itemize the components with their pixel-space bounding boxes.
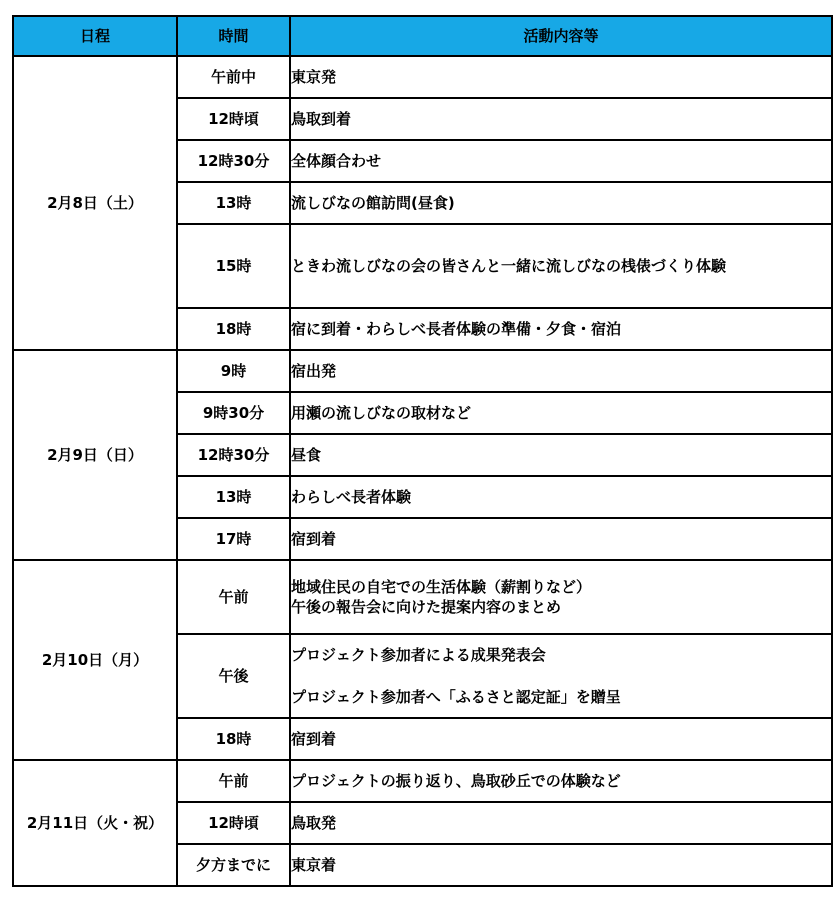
time-cell: 15時 <box>177 224 290 308</box>
table-row <box>13 350 832 392</box>
activity-cell <box>290 98 832 140</box>
activity-text: 全体顔合わせ <box>291 151 382 170</box>
date-cell: 2月9日（日） <box>13 350 177 560</box>
activity-cell <box>290 802 832 844</box>
time-cell: 午前 <box>177 760 290 802</box>
activity-cell <box>290 308 832 350</box>
activity-text: 宿に到着・わらしべ長者体験の準備・夕食・宿泊 <box>291 319 622 338</box>
activity-cell <box>290 718 832 760</box>
table-row <box>13 56 832 98</box>
activity-text: 宿到着 <box>291 729 337 748</box>
date-cell: 2月8日（土） <box>13 56 177 350</box>
activity-cell <box>290 350 832 392</box>
activity-cell <box>290 224 832 308</box>
time-cell: 13時 <box>177 476 290 518</box>
time-cell: 12時30分 <box>177 434 290 476</box>
activity-cell <box>290 434 832 476</box>
time-cell: 12時頃 <box>177 802 290 844</box>
time-cell: 9時30分 <box>177 392 290 434</box>
time-cell: 13時 <box>177 182 290 224</box>
time-cell: 9時 <box>177 350 290 392</box>
time-cell: 午後 <box>177 634 290 718</box>
header-time: 時間 <box>177 16 290 56</box>
activity-text: 昼食 <box>291 445 322 464</box>
activity-text: 鳥取到着 <box>291 109 352 128</box>
activity-text: 宿到着 <box>291 529 337 548</box>
activity-text: 東京発 <box>291 67 337 86</box>
schedule-table <box>12 15 833 887</box>
activity-cell <box>290 140 832 182</box>
activity-text: 鳥取発 <box>291 813 337 832</box>
activity-cell <box>290 476 832 518</box>
header-date: 日程 <box>13 16 177 56</box>
activity-text: 宿出発 <box>291 361 337 380</box>
time-cell: 夕方までに <box>177 844 290 886</box>
date-cell: 2月10日（月） <box>13 560 177 760</box>
table-row <box>13 560 832 634</box>
time-cell: 12時頃 <box>177 98 290 140</box>
activity-cell <box>290 392 832 434</box>
activity-cell <box>290 518 832 560</box>
activity-cell <box>290 182 832 224</box>
time-cell: 午前中 <box>177 56 290 98</box>
activity-text: 地域住民の自宅での生活体験（薪割りなど） <box>291 577 592 596</box>
time-cell: 18時 <box>177 718 290 760</box>
activity-text: 用瀬の流しびなの取材など <box>291 403 472 422</box>
date-cell: 2月11日（火・祝） <box>13 760 177 886</box>
time-cell: 17時 <box>177 518 290 560</box>
time-cell: 12時30分 <box>177 140 290 182</box>
activity-text: わらしべ長者体験 <box>291 487 412 506</box>
activity-cell <box>290 560 832 634</box>
activity-text: 午後の報告会に向けた提案内容のまとめ <box>291 598 562 616</box>
activity-cell <box>290 844 832 886</box>
activity-text: 流しびなの館訪問(昼食) <box>291 193 455 212</box>
activity-text: プロジェクト参加者へ「ふるさと認定証」を贈呈 <box>291 688 621 706</box>
time-cell: 18時 <box>177 308 290 350</box>
activity-text: プロジェクト参加者による成果発表会 <box>291 645 546 664</box>
header-activity: 活動内容等 <box>290 16 832 56</box>
header-row <box>13 16 832 56</box>
table-row <box>13 760 832 802</box>
activity-text: プロジェクトの振り返り、鳥取砂丘での体験など <box>291 771 621 790</box>
activity-cell <box>290 634 832 718</box>
activity-text: 東京着 <box>291 855 337 874</box>
activity-cell <box>290 760 832 802</box>
activity-cell <box>290 56 832 98</box>
activity-text: ときわ流しびなの会の皆さんと一緒に流しびなの桟俵づくり体験 <box>291 256 727 275</box>
time-cell: 午前 <box>177 560 290 634</box>
